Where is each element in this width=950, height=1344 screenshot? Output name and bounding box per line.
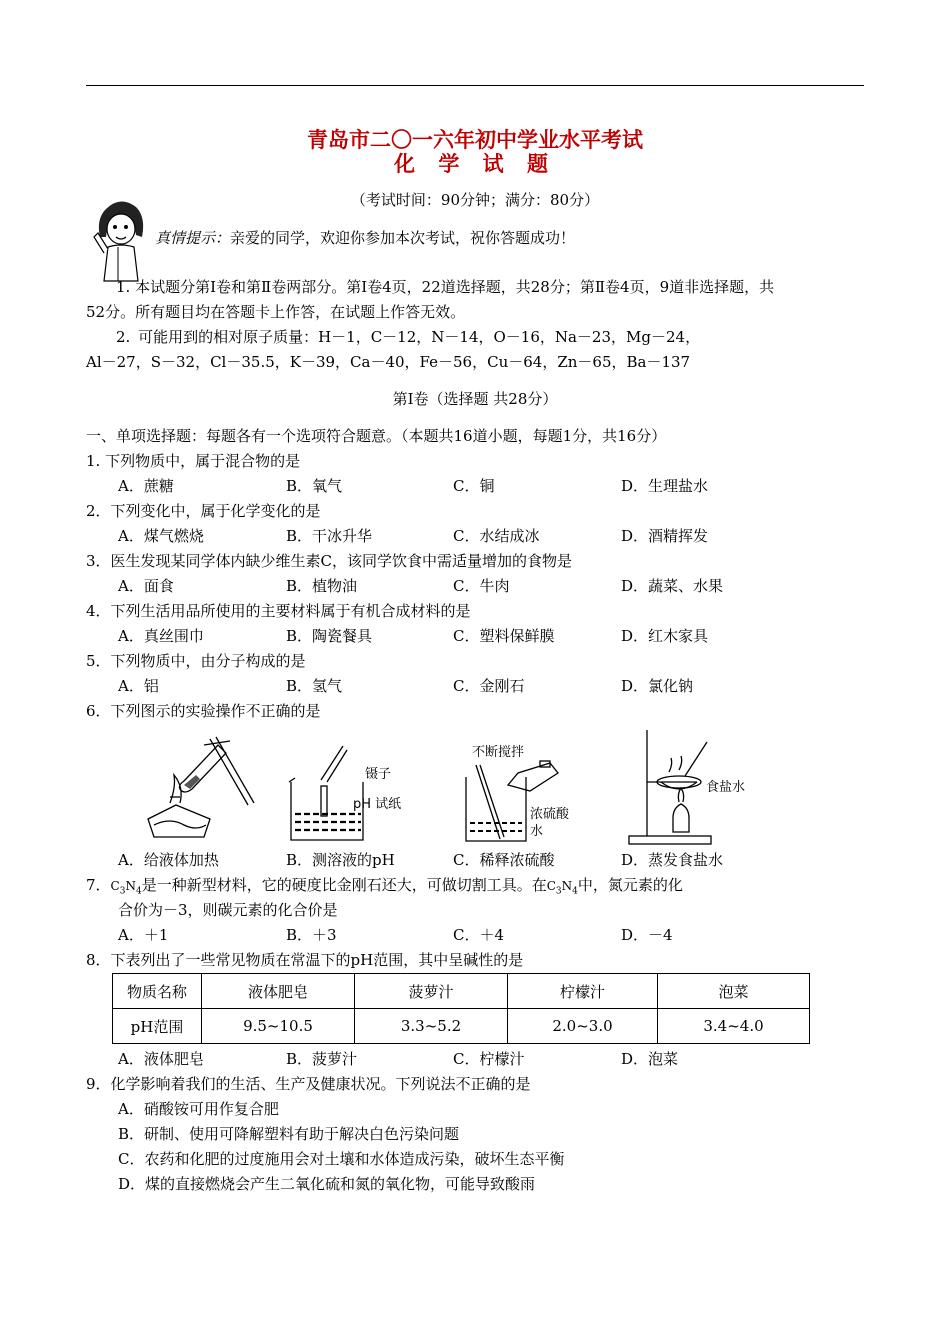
table-header-cell: 菠萝汁: [355, 974, 508, 1009]
q8-option-b: B．菠萝汁: [286, 1050, 358, 1068]
formula-c: C: [546, 879, 556, 893]
q7-stem-line-2: 合价为－3，则碳元素的化合价是: [118, 901, 338, 919]
q7-stem: [86, 875, 683, 901]
table-cell: 2.0~3.0: [508, 1009, 658, 1044]
q9-option-d: D．煤的直接燃烧会产生二氧化硫和氮的氧化物，可能导致酸雨: [118, 1175, 536, 1193]
q9-option-b: B．研制、使用可降解塑料有助于解决白色污染问题: [118, 1125, 460, 1143]
tip-text: 亲爱的同学，欢迎你参加本次考试，祝你答题成功！: [230, 229, 576, 247]
q9-stem: 9．化学影响着我们的生活、生产及健康状况。下列说法不正确的是: [86, 1075, 531, 1093]
q7-number: 7．: [86, 876, 111, 894]
figure-c-dilute-acid: [460, 755, 560, 845]
q2-option-c: C．水结成冰: [453, 527, 540, 545]
note-2-line-1: 2. 可能用到的相对原子质量：H－1，C－12，N－14，O－16，Na－23，Mg－24，: [116, 328, 701, 346]
note-1-line-2: 52分。所有题目均在答题卡上作答，在试题上作答无效。: [86, 303, 466, 321]
table-cell: 3.4~4.0: [658, 1009, 810, 1044]
q7-option-a: A．＋1: [118, 926, 169, 944]
formula-c: C: [110, 879, 120, 893]
q6-option-c: C．稀释浓硫酸: [453, 851, 555, 869]
q4-option-b: B．陶瓷餐具: [286, 627, 373, 645]
exam-title: 青岛市二〇一六年初中学业水平考试: [307, 128, 643, 152]
student-avatar-icon: [90, 197, 150, 285]
q5-option-a: A．铝: [118, 677, 159, 695]
q1-option-d: D．生理盐水: [621, 477, 709, 495]
table-header-cell: 物质名称: [113, 974, 202, 1009]
figure-a-heating-liquid: [140, 735, 260, 845]
formula-n-sub: 4: [572, 886, 578, 897]
table-header-cell: 柠檬汁: [508, 974, 658, 1009]
q3-option-d: D．蔬菜、水果: [621, 577, 724, 595]
fig-c-label-stir: 不断搅拌: [472, 745, 525, 760]
q4-option-a: A．真丝围巾: [118, 627, 204, 645]
q6-option-b: B．测溶液的pH: [286, 851, 395, 869]
volume-title: 第Ⅰ卷（选择题 共28分）: [392, 390, 558, 408]
q1-stem: 1. 下列物质中，属于混合物的是: [86, 452, 301, 470]
q3-option-a: A．面食: [118, 577, 174, 595]
table-cell: pH范围: [113, 1009, 202, 1044]
q5-option-c: C．金刚石: [453, 677, 525, 695]
q7-option-b: B．＋3: [286, 926, 337, 944]
q6-option-d: D．蒸发食盐水: [621, 851, 724, 869]
table-header-cell: 泡菜: [658, 974, 810, 1009]
top-rule: [86, 85, 864, 86]
q9-option-a: A．硝酸铵可用作复合肥: [118, 1100, 279, 1118]
formula-n: N: [561, 879, 573, 893]
q1-option-b: B．氧气: [286, 477, 343, 495]
formula-n-sub: 4: [135, 886, 142, 897]
formula-c-sub: 3: [119, 886, 126, 897]
q7-text-2: 中，氮元素的化: [577, 876, 683, 894]
q7-option-c: C．＋4: [453, 926, 505, 944]
formula-c-sub: 3: [555, 886, 562, 897]
q5-option-b: B．氢气: [286, 677, 343, 695]
formula-n: N: [125, 879, 136, 893]
fig-c-label-water: 水: [530, 824, 544, 839]
formula-c3n4: [110, 879, 142, 897]
q8-stem: 8．下表列出了一些常见物质在常温下的pH范围，其中呈碱性的是: [86, 951, 524, 969]
q3-stem: 3．医生发现某同学体内缺少维生素C，该同学饮食中需适量增加的食物是: [86, 552, 573, 570]
q8-option-c: C．柠檬汁: [453, 1050, 525, 1068]
tip-label: 真情提示：: [155, 229, 231, 247]
part-title: 一、单项选择题：每题各有一个选项符合题意。（本题共16道小题，每题1分，共16分）: [86, 427, 667, 445]
q2-option-d: D．酒精挥发: [621, 527, 709, 545]
ph-table: [112, 973, 810, 1044]
q5-option-d: D．氯化钠: [621, 677, 694, 695]
table-header-row: [113, 974, 810, 1009]
note-2-line-2: Al－27，S－32，Cl－35.5，K－39，Ca－40，Fe－56，Cu－64，Zn－65，Ba－137: [86, 353, 691, 371]
q2-stem: 2．下列变化中，属于化学变化的是: [86, 502, 321, 520]
q8-option-a: A．液体肥皂: [118, 1050, 204, 1068]
fig-d-label-saltwater: 食盐水: [706, 780, 746, 795]
q4-stem: 4．下列生活用品所使用的主要材料属于有机合成材料的是: [86, 602, 471, 620]
table-cell: 9.5~10.5: [202, 1009, 355, 1044]
q6-option-a: A．给液体加热: [118, 851, 219, 869]
exam-info: （考试时间：90分钟；满分：80分）: [350, 191, 600, 209]
fig-c-label-acid: 浓硫酸: [530, 807, 570, 822]
exam-subtitle: 化 学 试 题: [394, 152, 556, 176]
q3-option-b: B．植物油: [286, 577, 358, 595]
q1-option-a: A．蔗糖: [118, 477, 174, 495]
q4-option-d: D．红木家具: [621, 627, 709, 645]
fig-b-label-ph-paper: pH 试纸: [353, 797, 402, 812]
table-header-cell: 液体肥皂: [202, 974, 355, 1009]
q2-option-b: B．干冰升华: [286, 527, 373, 545]
figure-b-test-ph: [285, 740, 375, 845]
q3-option-c: C．牛肉: [453, 577, 510, 595]
table-cell: 3.3~5.2: [355, 1009, 508, 1044]
figure-d-evaporate: [625, 728, 715, 846]
q9-option-c: C．农药和化肥的过度施用会对土壤和水体造成污染，破坏生态平衡: [118, 1150, 565, 1168]
tip: [155, 228, 575, 248]
q4-option-c: C．塑料保鲜膜: [453, 627, 555, 645]
q6-stem: 6．下列图示的实验操作不正确的是: [86, 702, 321, 720]
q7-option-d: D．－4: [621, 926, 673, 944]
q2-option-a: A．煤气燃烧: [118, 527, 204, 545]
q1-option-c: C．铜: [453, 477, 495, 495]
q8-option-d: D．泡菜: [621, 1050, 679, 1068]
q7-text-1: 是一种新型材料，它的硬度比金刚石还大，可做切割工具。在: [141, 876, 547, 894]
q5-stem: 5．下列物质中，由分子构成的是: [86, 652, 306, 670]
note-1-line-1: 1. 本试题分第Ⅰ卷和第Ⅱ卷两部分。第Ⅰ卷4页，22道选择题，共28分；第Ⅱ卷4页，9道非选择题，共: [116, 278, 775, 296]
fig-b-label-tweezers: 镊子: [365, 767, 392, 782]
table-row: [113, 1009, 810, 1044]
formula-c3n4-2: [546, 879, 578, 897]
